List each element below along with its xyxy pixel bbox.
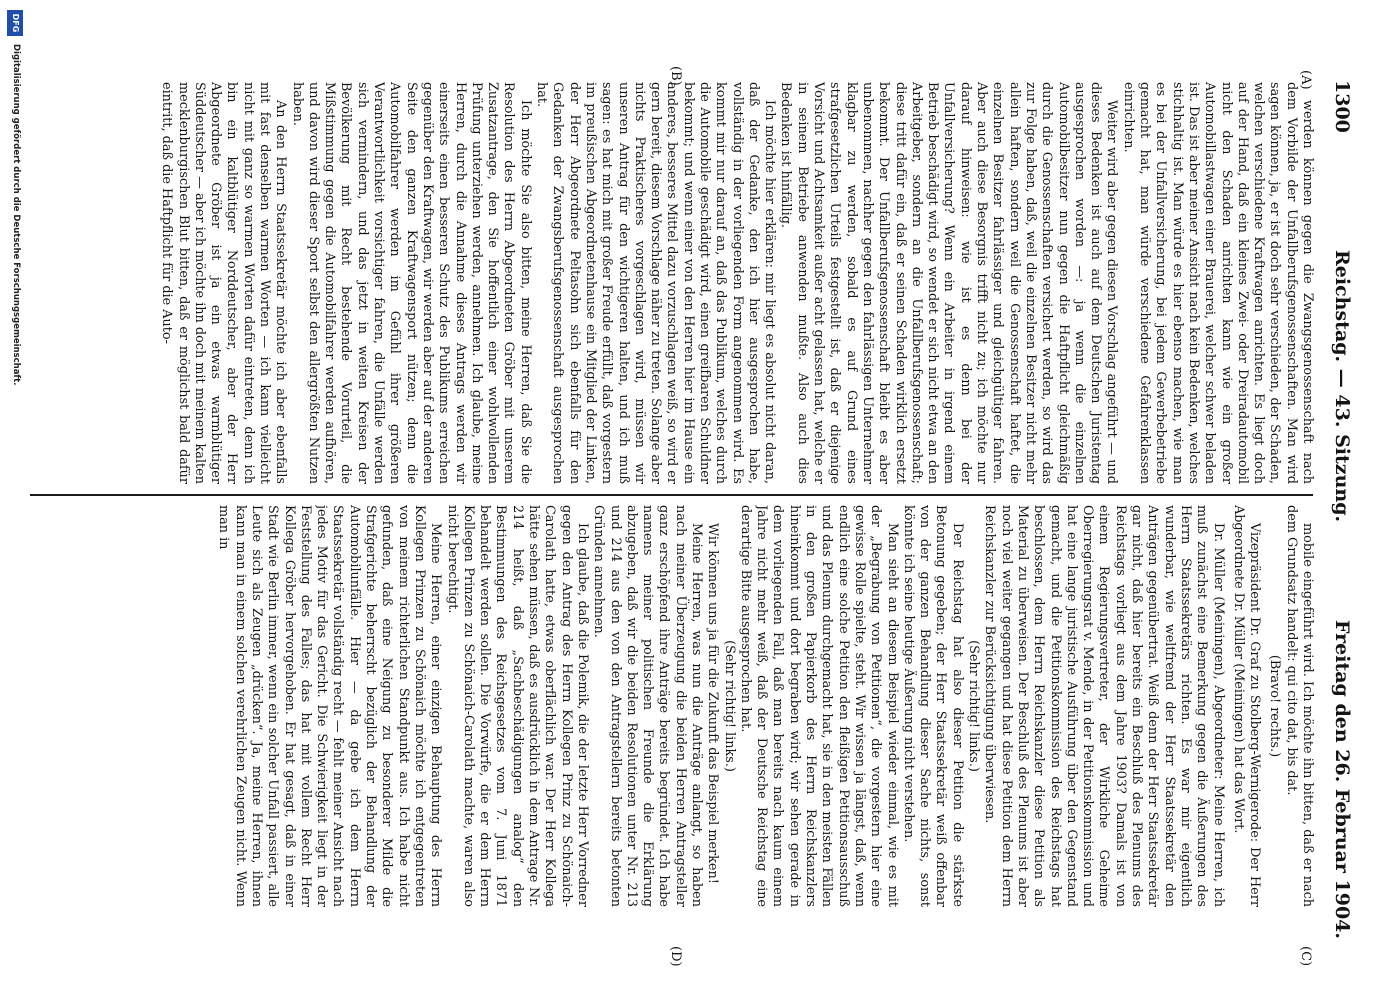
paragraph: Ich möchte Sie also bitten, meine Herren, daß Sie die Resolution des Herrn Abgeordneten Gröber mit unserem Zusatzantrage, den Sie hoffentlich einer wohlwollenden Prüfung unterziehen werden, annehmen. Ich glaube, meine Herren, durch die Annahme dieses Antrags werden wir einerseits einen besseren Schutz des Publikums erreichen gegenüber den Kraftwagen, wir werden aber auf der anderen Seite den ganzen Kraftwagensport nützen; denn die Automobilfahrer werden im Gefühl ihrer größeren Verantwortlichkeit vorsichtiger fahren, die Unfälle werden sich vermindern, und das jetzt in weiten Kreisen der Bevölkerung mit Recht bestehende Vorurteil, die Mißstimmung gegen die Automobilfahrer werden aufhören, und davon wird dieser Sport selbst den allergrößten Nutzen haben. xyxy=(289,82,533,484)
session-date: Freitag den 26. Februar 1904. xyxy=(1331,620,1353,940)
paragraph: Man sieht an diesem Beispiel wieder einmal, wie es mit der „Begrabung von Petitionen“, die vorgestern hier eine gewisse Rolle spielte, steht. Wir wissen ja längst, daß, wenn endlich eine solche Petition den fleißigen Petitionsausschuß und das Plenum durchgemacht hat, sie in den meisten Fällen in den großen Papierkorb des Herrn Reichskanzlers hineinkommt und dort begraben wird; wir sehen gerade in dem vorliegenden Fall, daß man bereits nach kaum einem Jahre nicht mehr weiß, daß der Deutsche Reichstag eine derartige Bitte ausgesprochen hat. xyxy=(737,505,900,907)
funding-note: Digitalisierung gefördert durch die Deutsche Forschungsgemeinschaft. xyxy=(11,44,21,386)
paragraph: werden können gegen die Zwangsgenossenschaft nach dem Vorbilde der Unfallberufsgenossenschaften. Man wird sagen können, ja, er ist doch sehr verschieden, der Schaden, welchen verschiedene Kraftwagen anrichten. Es liegt doch auf der Hand, daß ein kleines Zwei- oder Dreiradautomobil nicht den Schaden anrichten kann wie ein großer Automobillastwagen einer Brauerei, welcher schwer beladen ist. Das ist aber meiner Ansicht nach kein Bedenken, welches stichhaltig ist. Man würde es hier ebenso machen, wie man es bei der Unfallversicherung, bei jedem Gewerbebetriebe gemacht hat, man würde verschiedene Gefahrenklassen einrichten. xyxy=(1120,82,1315,484)
paragraph: Dr. Müller (Meiningen), Abgeordneter: Meine Herren, ich muß zunächst eine Bemerkung gegen die Äußerungen des Herrn Staatssekretärs richten. Es war mir eigentlich wunderbar, wie weltfremd der Herr Staatssekretär den Anträgen gegenübertrat. Weiß denn der Herr Staatssekretär gar nicht, daß hier bereits ein Beschluß des Plenums des Reichstags vorliegt aus dem Jahre 1903? Damals ist von einem Regierungsvertreter, der Wirkliche Geheime Oberregierungsrat v. Mende, in der Petitionskommission und hat eine lange juristische Ausführung über den Gegenstand gemacht, und die Petitionskommission des Reichstags hat beschlossen, dem Herrn Reichskanzler diese Petition als Material zu überweisen. Der Beschluß des Plenums ist aber noch viel weiter gegangen und hat diese Petition dem Herrn Reichskanzler zur Berücksichtigung überwiesen. xyxy=(982,505,1226,907)
paragraph: Weiter wird aber gegen diesen Vorschlag angeführt — und dieses Bedenken ist auch auf dem Deutschen Juristentag ausgesprochen worden —: ja wenn die einzelnen Automobilbesitzer nun gegen die Haftpflicht gleichmäßig durch die Genossenschaften versichert werden, so wird das zur Folge haben, daß, weil die einzelnen Besitzer nicht mehr allein haften, sondern weil die Genossenschaft haftet, die einzelnen Besitzer fahrlässiger und gleichgültiger fahren. Aber auch diese Besorgnis trifft nicht zu; ich möchte nur darauf hinweisen: wie ist es denn bei der Unfallversicherung? Wenn ein Arbeiter in irgend einem Betrieb beschädigt wird, so wendet er sich nicht etwa an den Arbeitgeber, sondern an die Unfallberufsgenossenschaft; diese tritt dafür ein, daß er seinen Schaden wirklich ersetzt bekommt. Der Unfallberufsgenossenschaft bleibt es aber unbenommen, nachher gegen den fahrlässigen Unternehmer klagbar zu werden, sobald es auf Grund eines strafgesetzlichen Urteils festgestellt ist, daß er diejenige Vorsicht und Achtsamkeit außer acht gelassen hat, welche er in seinem Betriebe anwenden mußte. Also auch dies Bedenken ist hinfällig. xyxy=(778,82,1120,484)
page-number: 1300 xyxy=(1331,80,1353,133)
paragraph: mobile eingeführt wird. Ich möchte ihn bitten, daß er nach dem Grundsatz handelt: qui cito dat, bis dat. xyxy=(1283,505,1315,907)
margin-label-a: (A) xyxy=(1298,70,1313,90)
page-header xyxy=(1321,80,1361,940)
paragraph: Der Reichstag hat also dieser Petition die stärkste Betonung gegeben; der Herr Staatssekretär weiß offenbar von der ganzen Behandlung dieser Sache nichts, sonst könnte ich seine heutige Äußerung nicht verstehen. xyxy=(900,505,965,907)
paragraph: An den Herrn Staatssekretär möchte ich aber ebenfalls mit fast denselben warmen Worten — ich kann vielleicht nicht mit ganz so warmen Worten dafür eintreten, denn ich bin ein kaltblütiger Norddeutscher, aber der Herr Abgeordnete Gröber ist ja ein etwas warmblütiger Süddeutscher — aber ich möchte ihn doch mit meinem kalten mecklenburgischen Blut bitten, daß er möglichst bald dafür eintritt, daß die Haftpflicht für die Auto- xyxy=(159,82,289,484)
text-column-right xyxy=(30,505,1315,907)
margin-label-b: (B) xyxy=(668,66,683,86)
margin-label-c: (C) xyxy=(1298,946,1313,967)
paragraph: Ich möchte hier erklären: mir liegt es absolut nicht daran, daß der Gedanke, den ich hier ausgesprochen habe, vollständig in der vorliegenden Form angenommen wird. Es kommt mir nur darauf an, daß das Publikum, welches durch die Automobile geschädigt wird, einen greifbaren Schuldner bekommt; und wenn einer von den Herren hier im Hause ein anderes, besseres Mittel dazu vorzuschlagen weiß, so wird er gern bereit, diesem Vorschlage näher zu treten. Solange aber nichts Praktischeres vorgeschlagen wird, müssen wir unseren Antrag für den wichtigeren halten, und ich muß sagen: es hat mich mit großer Freude erfüllt, daß vorgestern im preußischen Abgeordnetenhause ein Mitglied der Linken, der Herr Abgeordnete Peltasohn sich ebenfalls für den Gedanken der Zwangsberufsgenossenschaft ausgesprochen hat. xyxy=(534,82,778,484)
speaker-intro: Vizepräsident Dr. Graf zu Stolberg-Wernigerode: Der Herr Abgeordnete Dr. Müller (Meiningen) hat das Wort. xyxy=(1230,505,1263,907)
dfg-logo: DFG xyxy=(7,10,23,36)
paragraph: Meine Herren, was nun die Anträge anlangt, so haben nach meiner Überzeugung die beiden Herren Antragsteller ganz erschöpfend ihre Anträge bereits begründet. Ich habe namens meiner politischen Freunde die Erklärung abzugeben, daß wir die beiden Resolutionen unter Nr. 213 und 214 aus den von den Antragstellern bereits betonten Gründen annehmen. xyxy=(591,505,705,907)
digitization-credit xyxy=(5,10,23,995)
interjection: (Sehr richtig! links.) xyxy=(966,640,982,772)
margin-label-d: (D) xyxy=(668,946,683,967)
paragraph: Wir können uns ja für die Zukunft das Beispiel merken! xyxy=(705,523,721,884)
text-column-left xyxy=(30,82,1315,484)
paragraph: Ich glaube, daß die Polemik, die der letzte Herr Vorredner gegen den Antrag des Herrn Kollegen Prinz zu Schönaich-Carolath hatte, etwas oberflächlich war. Der Herr Kollega hätte sehen müssen, daß es ausdrücklich in dem Antrage Nr. 214 heißt, daß „Sachbeschädigungen analog“ den Bestimmungen des Reichsgesetzes vom 7. Juni 1871 behandelt werden sollen. Die Vorwürfe, die er dem Herrn Kollegen Prinzen zu Schönaich-Carolath machte, waren also nicht berechtigt. xyxy=(444,505,590,907)
interjection: (Sehr richtig! links.) xyxy=(721,640,737,772)
session-title: Reichstag. — 43. Sitzung. xyxy=(1331,250,1353,523)
interjection: (Bravo! rechts.) xyxy=(1267,654,1283,758)
paragraph: Meine Herren, einer einzigen Behauptung des Herrn Kollegen Prinzen zu Schönaich möchte ich entgegentreten von meinem richterlichen Standpunkt aus. Ich habe nicht gefunden, daß eine Neigung zu besonderer Milde die Strafgerichte beherrscht bezüglich der Behandlung der Automobilunfälle. Hier — da gebe ich dem Herrn Staatssekretär vollständig recht — fehlt meiner Ansicht nach jedes Motiv für das Gericht. Die Schwierigkeit liegt in der Feststellung des Falles; das hat mit vollem Recht Herr Kollega Gröber hervorgehoben. Er hat gesagt, daß in einer Stadt wie Berlin immer, wenn ein solcher Unfall passiert, alle Leute sich als Zeugen „drücken“. Ja, meine Herren, ihnen kann man in einem solchen verehrlichen Zeugen nicht. Wenn man in xyxy=(216,505,444,907)
column-divider xyxy=(30,494,1313,496)
